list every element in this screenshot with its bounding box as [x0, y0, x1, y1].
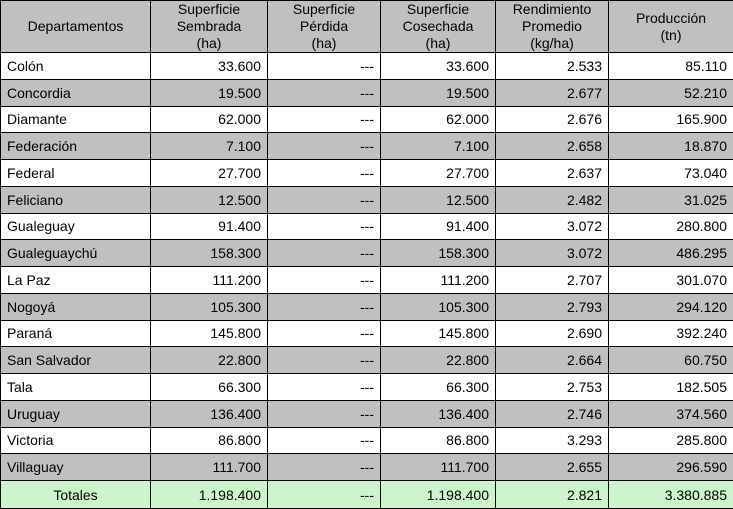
table-row	[1, 133, 733, 160]
table-row	[1, 320, 733, 347]
cell-rendimiento: 2.655	[496, 454, 609, 481]
table-row	[1, 427, 733, 454]
table-body	[1, 53, 733, 481]
cell-departamento: Colón	[1, 53, 151, 80]
cell-produccion: 294.120	[609, 293, 733, 320]
cell-perdida: ---	[268, 53, 381, 80]
cell-produccion: 73.040	[609, 160, 733, 187]
table-row	[1, 267, 733, 294]
header-line: Sembrada	[176, 18, 242, 34]
cell-cosechada: 62.000	[381, 106, 496, 133]
header-line: (kg/ha)	[530, 35, 574, 51]
cell-rendimiento: 2.753	[496, 374, 609, 401]
cell-perdida: ---	[268, 454, 381, 481]
cell-departamento: Feliciano	[1, 186, 151, 213]
cell-sembrada: 19.500	[151, 79, 268, 106]
cell-departamento: Villaguay	[1, 454, 151, 481]
header-line: Cosechada	[402, 18, 474, 34]
header-line: Superficie	[406, 1, 470, 17]
cell-cosechada: 145.800	[381, 320, 496, 347]
totals-row	[1, 481, 733, 509]
column-header-produccion	[609, 1, 733, 53]
cell-rendimiento: 2.482	[496, 186, 609, 213]
cell-cosechada: 19.500	[381, 79, 496, 106]
cell-sembrada: 33.600	[151, 53, 268, 80]
cell-sembrada: 12.500	[151, 186, 268, 213]
cell-totals-sembrada: 1.198.400	[151, 481, 268, 509]
cell-departamento: Diamante	[1, 106, 151, 133]
cell-sembrada: 22.800	[151, 347, 268, 374]
cell-departamento: Federación	[1, 133, 151, 160]
header-line: (ha)	[196, 35, 222, 51]
cell-produccion: 285.800	[609, 427, 733, 454]
cell-perdida: ---	[268, 79, 381, 106]
table-row	[1, 240, 733, 267]
header-line: Promedio	[522, 18, 582, 34]
cell-produccion: 392.240	[609, 320, 733, 347]
cell-departamento: Federal	[1, 160, 151, 187]
cell-produccion: 301.070	[609, 267, 733, 294]
cell-perdida: ---	[268, 267, 381, 294]
cell-perdida: ---	[268, 160, 381, 187]
table-row	[1, 400, 733, 427]
cell-cosechada: 105.300	[381, 293, 496, 320]
column-header-superficie-perdida	[268, 1, 381, 53]
cell-sembrada: 111.700	[151, 454, 268, 481]
cell-produccion: 486.295	[609, 240, 733, 267]
cell-cosechada: 22.800	[381, 347, 496, 374]
cell-perdida: ---	[268, 293, 381, 320]
cell-produccion: 60.750	[609, 347, 733, 374]
cell-sembrada: 62.000	[151, 106, 268, 133]
cell-sembrada: 66.300	[151, 374, 268, 401]
cell-cosechada: 136.400	[381, 400, 496, 427]
cell-produccion: 52.210	[609, 79, 733, 106]
table-row	[1, 293, 733, 320]
table-row	[1, 347, 733, 374]
cell-rendimiento: 3.072	[496, 213, 609, 240]
cell-perdida: ---	[268, 240, 381, 267]
cell-rendimiento: 3.293	[496, 427, 609, 454]
cell-sembrada: 91.400	[151, 213, 268, 240]
cell-rendimiento: 2.637	[496, 160, 609, 187]
header-line: Producción	[635, 9, 707, 26]
cell-sembrada: 111.200	[151, 267, 268, 294]
table-row	[1, 213, 733, 240]
cell-rendimiento: 2.658	[496, 133, 609, 160]
table-header	[1, 1, 733, 53]
cell-perdida: ---	[268, 133, 381, 160]
cell-produccion: 18.870	[609, 133, 733, 160]
cell-totals-perdida: ---	[268, 481, 381, 509]
cell-produccion: 296.590	[609, 454, 733, 481]
column-header-rendimiento-promedio	[496, 1, 609, 53]
cell-cosechada: 7.100	[381, 133, 496, 160]
cell-cosechada: 33.600	[381, 53, 496, 80]
cell-departamento: Gualeguaychú	[1, 240, 151, 267]
header-line: Superficie	[177, 1, 241, 17]
cell-rendimiento: 2.707	[496, 267, 609, 294]
cell-sembrada: 27.700	[151, 160, 268, 187]
column-header-departamentos	[1, 1, 151, 53]
cell-departamento: Tala	[1, 374, 151, 401]
cell-departamento: Gualeguay	[1, 213, 151, 240]
cell-totals-rendimiento: 2.821	[496, 481, 609, 509]
cell-cosechada: 111.700	[381, 454, 496, 481]
table-row	[1, 53, 733, 80]
header-line: Pérdida	[299, 18, 349, 34]
table-footer	[1, 481, 733, 509]
header-line: (ha)	[311, 35, 337, 51]
cell-produccion: 85.110	[609, 53, 733, 80]
cell-totals-cosechada: 1.198.400	[381, 481, 496, 509]
cell-sembrada: 105.300	[151, 293, 268, 320]
cell-perdida: ---	[268, 347, 381, 374]
cell-rendimiento: 2.690	[496, 320, 609, 347]
cell-rendimiento: 2.533	[496, 53, 609, 80]
cell-cosechada: 111.200	[381, 267, 496, 294]
cell-departamento: Victoria	[1, 427, 151, 454]
table-row	[1, 454, 733, 481]
table-row	[1, 106, 733, 133]
cell-rendimiento: 3.072	[496, 240, 609, 267]
cell-produccion: 165.900	[609, 106, 733, 133]
cell-departamento: San Salvador	[1, 347, 151, 374]
cell-sembrada: 7.100	[151, 133, 268, 160]
cell-cosechada: 12.500	[381, 186, 496, 213]
cell-totals-label: Totales	[1, 481, 151, 509]
cell-perdida: ---	[268, 213, 381, 240]
cell-perdida: ---	[268, 186, 381, 213]
cell-perdida: ---	[268, 374, 381, 401]
table-row	[1, 79, 733, 106]
table-row	[1, 160, 733, 187]
cell-perdida: ---	[268, 320, 381, 347]
cell-sembrada: 145.800	[151, 320, 268, 347]
cell-cosechada: 66.300	[381, 374, 496, 401]
cell-produccion: 182.505	[609, 374, 733, 401]
cell-rendimiento: 2.793	[496, 293, 609, 320]
column-header-superficie-sembrada	[151, 1, 268, 53]
cell-rendimiento: 2.676	[496, 106, 609, 133]
header-line: (tn)	[660, 26, 682, 43]
header-row	[1, 1, 733, 53]
cell-sembrada: 158.300	[151, 240, 268, 267]
cell-rendimiento: 2.677	[496, 79, 609, 106]
cell-sembrada: 136.400	[151, 400, 268, 427]
cell-perdida: ---	[268, 427, 381, 454]
cell-produccion: 374.560	[609, 400, 733, 427]
cell-rendimiento: 2.746	[496, 400, 609, 427]
cell-perdida: ---	[268, 106, 381, 133]
cell-departamento: La Paz	[1, 267, 151, 294]
table-row	[1, 374, 733, 401]
cell-totals-produccion: 3.380.885	[609, 481, 733, 509]
cell-departamento: Paraná	[1, 320, 151, 347]
header-line: Departamentos	[27, 18, 124, 34]
cell-rendimiento: 2.664	[496, 347, 609, 374]
cell-departamento: Concordia	[1, 79, 151, 106]
cell-sembrada: 86.800	[151, 427, 268, 454]
cell-produccion: 280.800	[609, 213, 733, 240]
table-row	[1, 186, 733, 213]
cell-cosechada: 27.700	[381, 160, 496, 187]
cell-perdida: ---	[268, 400, 381, 427]
cell-produccion: 31.025	[609, 186, 733, 213]
cell-departamento: Nogoyá	[1, 293, 151, 320]
header-line: Superficie	[292, 1, 356, 17]
cell-cosechada: 86.800	[381, 427, 496, 454]
cell-departamento: Uruguay	[1, 400, 151, 427]
cell-cosechada: 158.300	[381, 240, 496, 267]
header-line: Rendimiento	[512, 1, 592, 17]
column-header-superficie-cosechada	[381, 1, 496, 53]
header-line: (ha)	[425, 35, 451, 51]
cell-cosechada: 91.400	[381, 213, 496, 240]
